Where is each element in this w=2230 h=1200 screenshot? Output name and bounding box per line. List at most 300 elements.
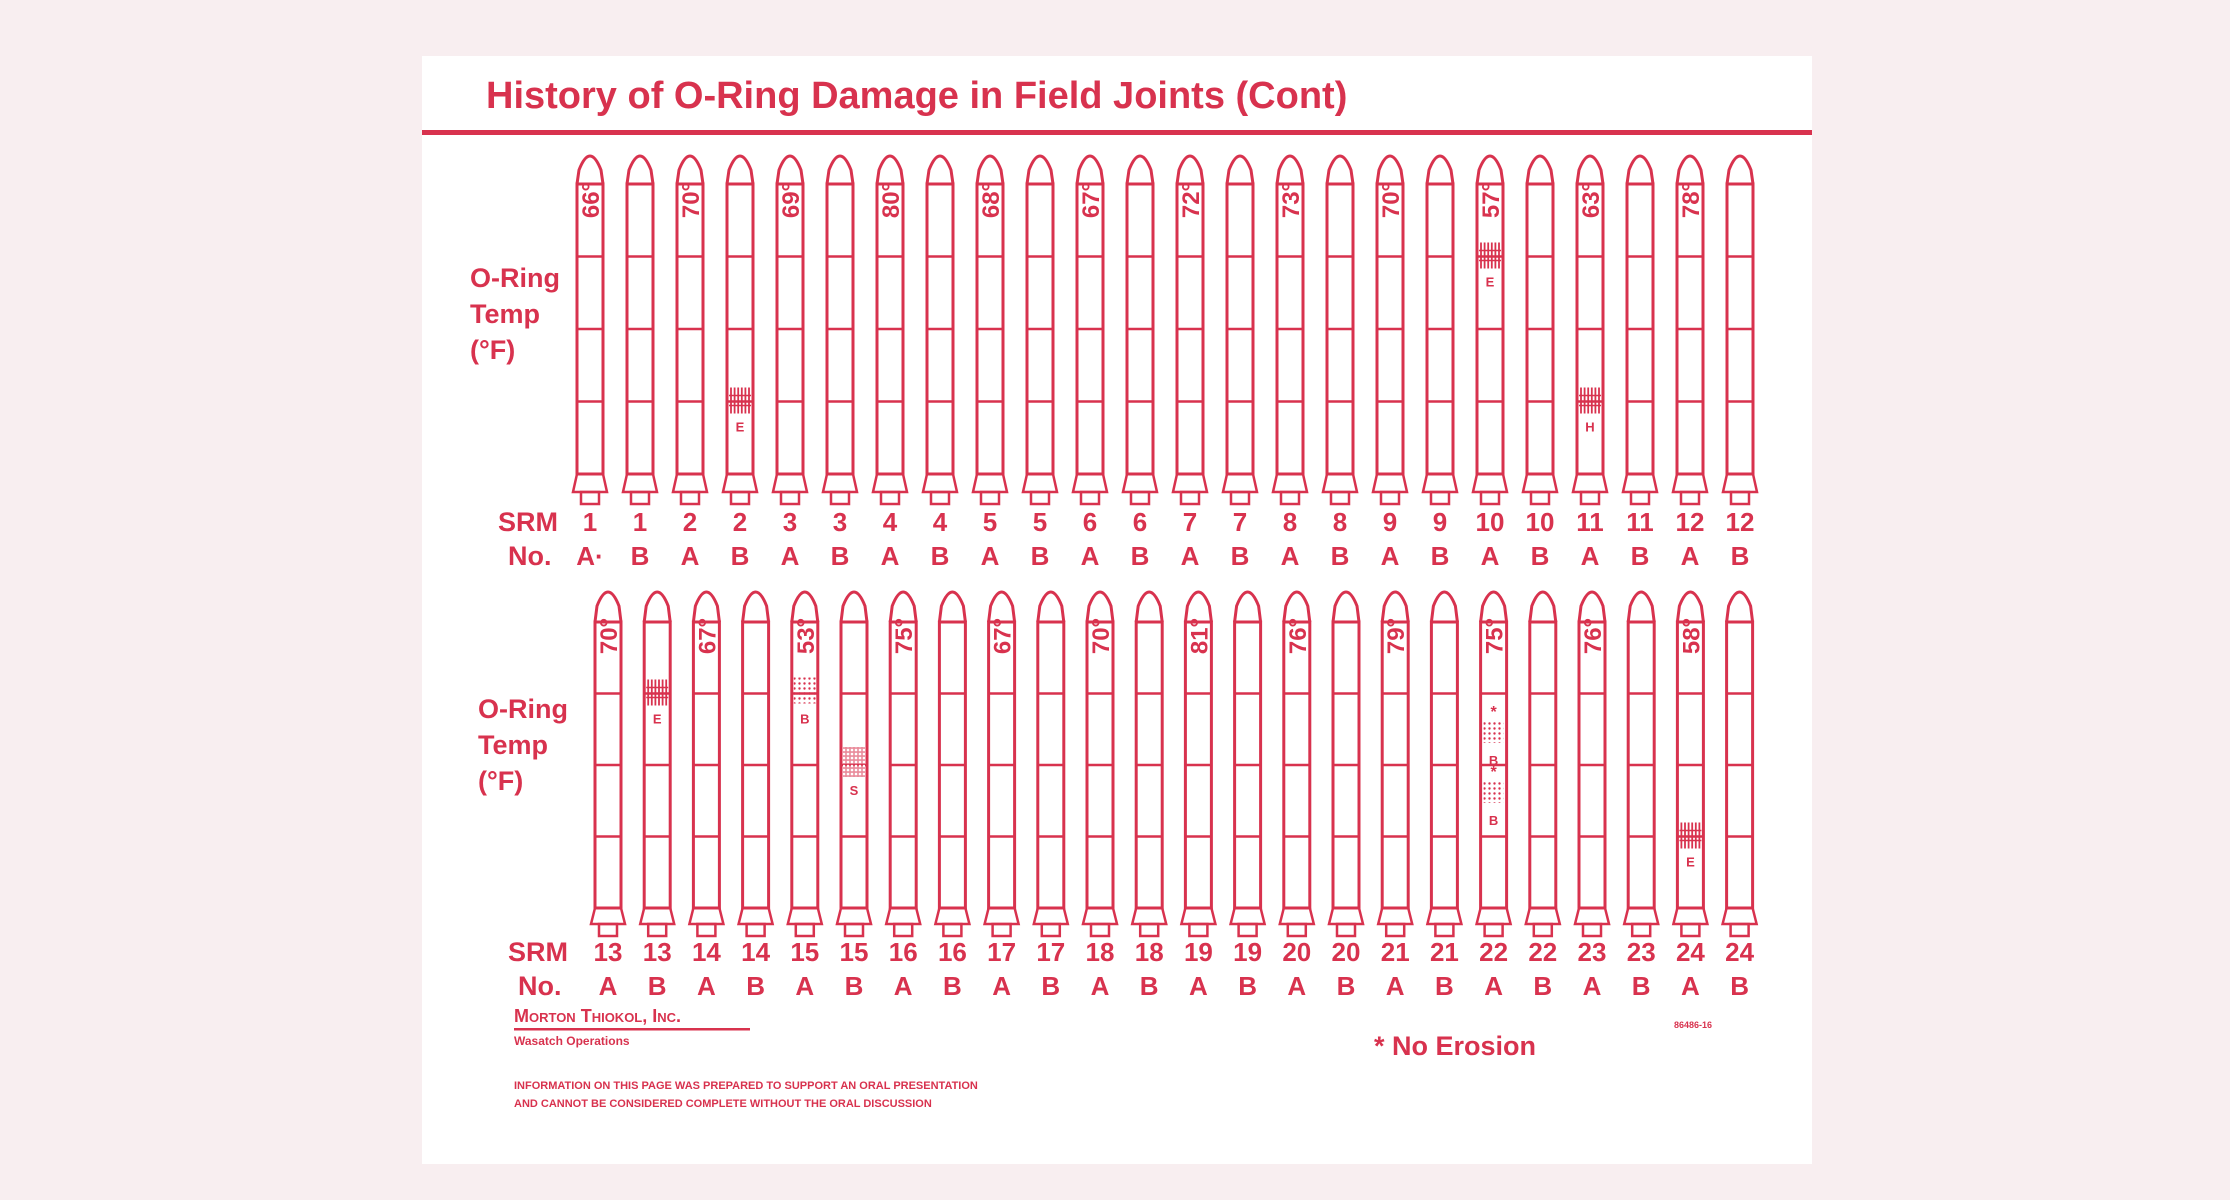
rocket-nose (1377, 156, 1403, 184)
srm-side: A (893, 971, 913, 1001)
rocket-23-a (1575, 592, 1609, 1001)
rocket-11-b (1623, 156, 1657, 571)
oring-temp-label: 70° (678, 181, 705, 219)
rocket-nose (677, 156, 703, 184)
srm-side: B (1238, 971, 1257, 1001)
row-label-bottom (478, 694, 568, 796)
rocket-20-b (1329, 592, 1363, 1001)
damage-letter: S (849, 783, 859, 798)
rocket-nose (827, 156, 853, 184)
rocket-10-a (1473, 156, 1507, 571)
srm-side: B (1435, 971, 1454, 1001)
rocket-nozzle (1531, 492, 1549, 504)
damage-letter: H (1585, 419, 1595, 435)
rocket-nozzle (1337, 924, 1355, 936)
rocket-nose (1177, 156, 1203, 184)
srm-number: 10 (1525, 507, 1555, 537)
rocket-17-b (1034, 592, 1068, 1001)
damage-letter: E (735, 419, 745, 435)
oring-damage-diagram (422, 56, 1812, 1164)
rocket-15-a (788, 592, 822, 1001)
rocket-4-a (873, 156, 907, 571)
srm-side: B (830, 541, 850, 571)
rocket-skirt (1526, 908, 1560, 924)
oring-temp-label: 73° (1278, 181, 1305, 219)
srm-side: A (880, 541, 900, 571)
srm-side: A (1484, 971, 1503, 1001)
srm-side: A (1380, 541, 1400, 571)
srm-label-top (498, 507, 558, 571)
rocket-skirt (1623, 474, 1657, 492)
rocket-skirt (1323, 474, 1357, 492)
rocket-nozzle (1189, 924, 1207, 936)
srm-side: B (1130, 541, 1150, 571)
rocket-skirt (1083, 908, 1117, 924)
oring-temp-label: 78° (1678, 181, 1705, 219)
oring-temp-label: 76° (1580, 617, 1607, 655)
rocket-nose (777, 156, 803, 184)
srm-side: A (1385, 971, 1405, 1001)
srm-number: 5 (1032, 507, 1048, 537)
srm-number: 6 (1132, 507, 1148, 537)
rocket-6-b (1123, 156, 1157, 571)
rocket-13-a (591, 592, 625, 1001)
rocket-10-b (1523, 156, 1557, 571)
rocket-nozzle (1386, 924, 1404, 936)
rocket-skirt (923, 474, 957, 492)
rocket-skirt (1023, 474, 1057, 492)
rocket-17-a (985, 592, 1019, 1001)
rocket-nose (1477, 156, 1503, 184)
srm-side: B (1230, 541, 1250, 571)
rocket-nozzle (881, 492, 899, 504)
rocket-nose (1677, 156, 1703, 184)
rocket-nozzle (1081, 492, 1099, 504)
oring-temp-label: 70° (596, 617, 623, 655)
rocket-18-a (1083, 592, 1117, 1001)
rocket-nose (877, 156, 903, 184)
srm-number: 3 (782, 507, 798, 537)
rocket-nozzle (1481, 492, 1499, 504)
rocket-6-a (1073, 156, 1107, 571)
srm-number: 14 (691, 937, 721, 967)
oring-temp-label: 75° (1481, 617, 1509, 655)
rocket-skirt (1473, 474, 1507, 492)
rocket-nose (977, 156, 1003, 184)
rocket-nozzle (1431, 492, 1449, 504)
rocket-skirt (591, 908, 625, 924)
rocket-8-b (1323, 156, 1357, 571)
rocket-nose (1235, 592, 1261, 622)
title-rule (422, 130, 1812, 135)
oring-temp-label: 72° (1178, 181, 1205, 219)
rocket-11-a (1573, 156, 1607, 571)
srm-side: B (1330, 541, 1350, 571)
rocket-nozzle (1181, 492, 1199, 504)
no-erosion-star: * (1490, 704, 1497, 721)
rocket-skirt (837, 908, 871, 924)
rocket-9-b (1423, 156, 1457, 571)
rocket-nozzle (1731, 492, 1749, 504)
no-erosion-star: * (1490, 764, 1497, 781)
damage-letter: E (1686, 854, 1695, 870)
rocket-22-b (1526, 592, 1560, 1001)
srm-side: A (1080, 541, 1100, 571)
srm-label-bottom (508, 937, 568, 1001)
rocket-nose (1577, 156, 1603, 184)
damage-dots (794, 678, 816, 704)
rocket-skirt (788, 908, 822, 924)
company-rule (514, 1028, 750, 1031)
rocket-9-a (1373, 156, 1407, 571)
rocket-skirt (1378, 908, 1412, 924)
srm-number: 17 (987, 937, 1017, 967)
rocket-24-a (1673, 592, 1707, 1001)
srm-number: 8 (1332, 507, 1348, 537)
oring-temp-label: 67° (989, 617, 1017, 655)
rocket-21-b (1427, 592, 1461, 1001)
srm-number: 10 (1475, 507, 1505, 537)
srm-number: 23 (1577, 937, 1607, 967)
oring-temp-label: 69° (778, 181, 805, 219)
rocket-skirt (1280, 908, 1314, 924)
srm-number: 11 (1576, 507, 1604, 537)
rocket-nose (577, 156, 603, 184)
rocket-nozzle (1681, 924, 1699, 936)
srm-number: 4 (882, 507, 898, 537)
srm-side: A (1582, 971, 1602, 1001)
srm-side: B (1730, 971, 1749, 1001)
rocket-skirt (823, 474, 857, 492)
rocket-skirt (1123, 474, 1157, 492)
rocket-nose (1087, 592, 1113, 622)
srm-side: A (795, 971, 815, 1001)
srm-number: 20 (1331, 937, 1361, 967)
srm-side: B (930, 541, 950, 571)
damage-letter: B (1488, 753, 1499, 768)
rocket-nozzle (894, 924, 912, 936)
rocket-nozzle (1681, 492, 1699, 504)
rocket-24-b (1723, 592, 1757, 1001)
srm-side: A (1480, 541, 1500, 571)
rocket-5-a (973, 156, 1007, 571)
rocket-5-b (1023, 156, 1057, 571)
srm-number: 7 (1232, 507, 1248, 537)
oring-temp-label: 70° (1088, 617, 1115, 655)
disclaimer-line1: INFORMATION ON THIS PAGE WAS PREPARED TO SUPPORT AN ORAL PRESENTATION (514, 1080, 978, 1092)
rocket-skirt (1273, 474, 1307, 492)
rocket-nozzle (631, 492, 649, 504)
srm-side: B (1139, 971, 1159, 1001)
rocket-skirt (1523, 474, 1557, 492)
rocket-skirt (640, 908, 674, 924)
oring-temp-label: 63° (1578, 181, 1605, 219)
rocket-19-a (1181, 592, 1215, 1001)
srm-side: A· (576, 541, 604, 571)
rocket-nose (1427, 156, 1453, 184)
row-label-line2: Temp (478, 730, 549, 760)
rocket-skirt (1231, 908, 1265, 924)
rocket-nozzle (831, 492, 849, 504)
rocket-skirt (1073, 474, 1107, 492)
damage-dots (1484, 781, 1504, 803)
srm-label-line2: No. (508, 541, 552, 571)
srm-number: 2 (732, 507, 748, 537)
srm-side: A (1680, 541, 1700, 571)
rocket-1-a (573, 156, 607, 571)
rocket-nozzle (1485, 924, 1503, 936)
rocket-nozzle (1731, 924, 1749, 936)
rocket-nose (693, 592, 719, 622)
srm-number: 8 (1282, 507, 1298, 537)
rocket-nozzle (1091, 924, 1109, 936)
rocket-nozzle (1583, 924, 1601, 936)
rocket-1-b (623, 156, 657, 571)
rocket-16-a (886, 592, 920, 1001)
rocket-nose (743, 592, 769, 622)
srm-number: 14 (741, 937, 771, 967)
rocket-nose (1038, 592, 1064, 622)
srm-number: 16 (937, 937, 967, 967)
rocket-skirt (1624, 908, 1658, 924)
rocket-nozzle (1331, 492, 1349, 504)
rocket-skirt (1573, 474, 1607, 492)
rocket-nozzle (1288, 924, 1306, 936)
srm-number: 17 (1036, 937, 1066, 967)
rocket-nose (627, 156, 653, 184)
srm-side: B (1041, 971, 1061, 1001)
rocket-nose (1579, 592, 1605, 622)
srm-number: 12 (1725, 507, 1755, 537)
rocket-nozzle (1131, 492, 1149, 504)
srm-side: B (1030, 541, 1050, 571)
rocket-skirt (1477, 908, 1511, 924)
srm-side: B (943, 971, 962, 1001)
rocket-skirt (623, 474, 657, 492)
rocket-skirt (1329, 908, 1363, 924)
rocket-nozzle (1631, 492, 1649, 504)
srm-side: A (598, 971, 618, 1001)
srm-number: 15 (790, 937, 820, 967)
rocket-skirt (773, 474, 807, 492)
srm-number: 22 (1528, 937, 1558, 967)
rocket-nose (644, 592, 670, 622)
disclaimer (514, 1080, 978, 1110)
srm-side: A (780, 541, 800, 571)
rocket-14-a (689, 592, 723, 1001)
rocket-nose (1431, 592, 1457, 622)
srm-number: 19 (1183, 937, 1213, 967)
oring-temp-label: 75° (891, 617, 919, 655)
page-title: History of O-Ring Damage in Field Joints (Cont) (486, 75, 1348, 117)
srm-number: 15 (839, 937, 869, 967)
rocket-nozzle (1281, 492, 1299, 504)
rocket-skirt (1373, 474, 1407, 492)
row-label-line3: (°F) (478, 766, 524, 796)
oring-temp-label: 67° (1078, 181, 1105, 219)
srm-number: 21 (1380, 937, 1410, 967)
rocket-nose (989, 592, 1015, 622)
rocket-nozzle (943, 924, 961, 936)
srm-side: A (1580, 541, 1600, 571)
rocket-16-b (935, 592, 969, 1001)
rocket-skirt (1575, 908, 1609, 924)
rocket-22-a (1477, 592, 1511, 1001)
company-division: Wasatch Operations (514, 1034, 630, 1048)
rocket-nozzle (981, 492, 999, 504)
oring-temp-label: 66° (578, 181, 605, 219)
chart-page (422, 56, 1812, 1164)
row-label-top (470, 263, 560, 365)
srm-side: B (1530, 541, 1550, 571)
rocket-skirt (1173, 474, 1207, 492)
rocket-nose (1527, 156, 1553, 184)
srm-side: A (1180, 541, 1200, 571)
srm-number: 13 (593, 937, 623, 967)
srm-side: B (746, 971, 765, 1001)
rocket-nose (1327, 156, 1353, 184)
rocket-nose (939, 592, 965, 622)
rocket-skirt (886, 908, 920, 924)
rocket-nose (1284, 592, 1310, 622)
srm-side: B (647, 971, 667, 1001)
company-name: Morton Thiokol, Inc. (514, 1006, 682, 1026)
srm-side: A (992, 971, 1011, 1001)
rocket-3-b (823, 156, 857, 571)
srm-label-line2: No. (518, 971, 562, 1001)
legend-no-erosion: * No Erosion (1374, 1031, 1537, 1061)
srm-number: 6 (1082, 507, 1098, 537)
srm-number: 18 (1085, 937, 1115, 967)
rocket-nozzle (681, 492, 699, 504)
rocket-nozzle (599, 924, 617, 936)
rocket-nose (1727, 592, 1753, 622)
srm-number: 3 (832, 507, 848, 537)
srm-number: 20 (1282, 937, 1312, 967)
rocket-15-b (837, 592, 871, 1001)
rocket-19-b (1231, 592, 1265, 1001)
srm-number: 2 (682, 507, 698, 537)
row-label-line3: (°F) (470, 335, 516, 365)
rocket-nozzle (781, 492, 799, 504)
oring-temp-label: 68° (978, 181, 1005, 219)
rocket-nose (1077, 156, 1103, 184)
srm-number: 21 (1429, 937, 1459, 967)
rocket-21-a (1378, 592, 1412, 1001)
srm-side: B (1533, 971, 1553, 1001)
srm-side: B (1631, 971, 1651, 1001)
rocket-skirt (1181, 908, 1215, 924)
srm-number: 5 (982, 507, 998, 537)
rocket-20-a (1280, 592, 1314, 1001)
rocket-nozzle (1632, 924, 1650, 936)
srm-side: A (1280, 541, 1300, 571)
rocket-nose (1277, 156, 1303, 184)
damage-letter: B (1488, 813, 1499, 828)
srm-number: 23 (1626, 937, 1656, 967)
srm-side: B (730, 541, 750, 571)
rocket-nozzle (1031, 492, 1049, 504)
srm-number: 7 (1182, 507, 1198, 537)
rocket-nose (1185, 592, 1211, 622)
rocket-nozzle (1381, 492, 1399, 504)
srm-side: B (1430, 541, 1450, 571)
rocket-nose (1530, 592, 1556, 622)
damage-letter: B (800, 711, 810, 727)
rocket-nose (1382, 592, 1408, 622)
row-label-line1: O-Ring (470, 263, 560, 293)
srm-number: 13 (642, 937, 672, 967)
row-label-line2: Temp (470, 299, 541, 329)
rocket-skirt (673, 474, 707, 492)
rocket-skirt (689, 908, 723, 924)
rocket-3-a (773, 156, 807, 571)
srm-number: 11 (1626, 507, 1654, 537)
rocket-nozzle (648, 924, 666, 936)
damage-letter: E (1485, 274, 1495, 290)
srm-number: 1 (582, 507, 598, 537)
company-block (514, 1006, 750, 1048)
rocket-nozzle (1534, 924, 1552, 936)
rocket-12-b (1723, 156, 1757, 571)
rocket-skirt (973, 474, 1007, 492)
damage-dense (843, 747, 865, 777)
rocket-skirt (739, 908, 773, 924)
rocket-nose (890, 592, 916, 622)
oring-temp-label: 70° (1378, 181, 1405, 219)
rocket-2-b (723, 156, 757, 571)
rocket-nose (1027, 156, 1053, 184)
rocket-23-b (1624, 592, 1658, 1001)
rocket-nose (792, 592, 818, 622)
srm-side: A (697, 971, 716, 1001)
rocket-nozzle (697, 924, 715, 936)
oring-temp-label: 58° (1678, 617, 1706, 655)
rocket-nose (1127, 156, 1153, 184)
srm-side: A (1090, 971, 1110, 1001)
rocket-nozzle (931, 492, 949, 504)
rocket-nozzle (731, 492, 749, 504)
rocket-nozzle (747, 924, 765, 936)
rocket-12-a (1673, 156, 1707, 571)
oring-temp-label: 76° (1284, 617, 1312, 655)
rocket-nose (1677, 592, 1703, 622)
srm-number: 22 (1479, 937, 1509, 967)
oring-temp-label: 79° (1383, 617, 1411, 655)
rocket-nozzle (993, 924, 1011, 936)
srm-side: B (1630, 541, 1650, 571)
rocket-skirt (1132, 908, 1166, 924)
rocket-skirt (1673, 908, 1707, 924)
rocket-nozzle (1581, 492, 1599, 504)
rocket-14-b (739, 592, 773, 1001)
rocket-nozzle (1140, 924, 1158, 936)
rocket-2-a (673, 156, 707, 571)
rockets-layer (573, 156, 1757, 1001)
rocket-nozzle (845, 924, 863, 936)
rocket-nose (1333, 592, 1359, 622)
rocket-skirt (873, 474, 907, 492)
rocket-nozzle (796, 924, 814, 936)
srm-number: 19 (1233, 937, 1263, 967)
rocket-nozzle (1239, 924, 1257, 936)
oring-temp-label: 53° (792, 617, 820, 655)
rocket-skirt (1723, 474, 1757, 492)
rocket-skirt (1223, 474, 1257, 492)
rocket-skirt (935, 908, 969, 924)
oring-temp-label: 57° (1478, 181, 1505, 219)
damage-letter: E (652, 711, 662, 727)
